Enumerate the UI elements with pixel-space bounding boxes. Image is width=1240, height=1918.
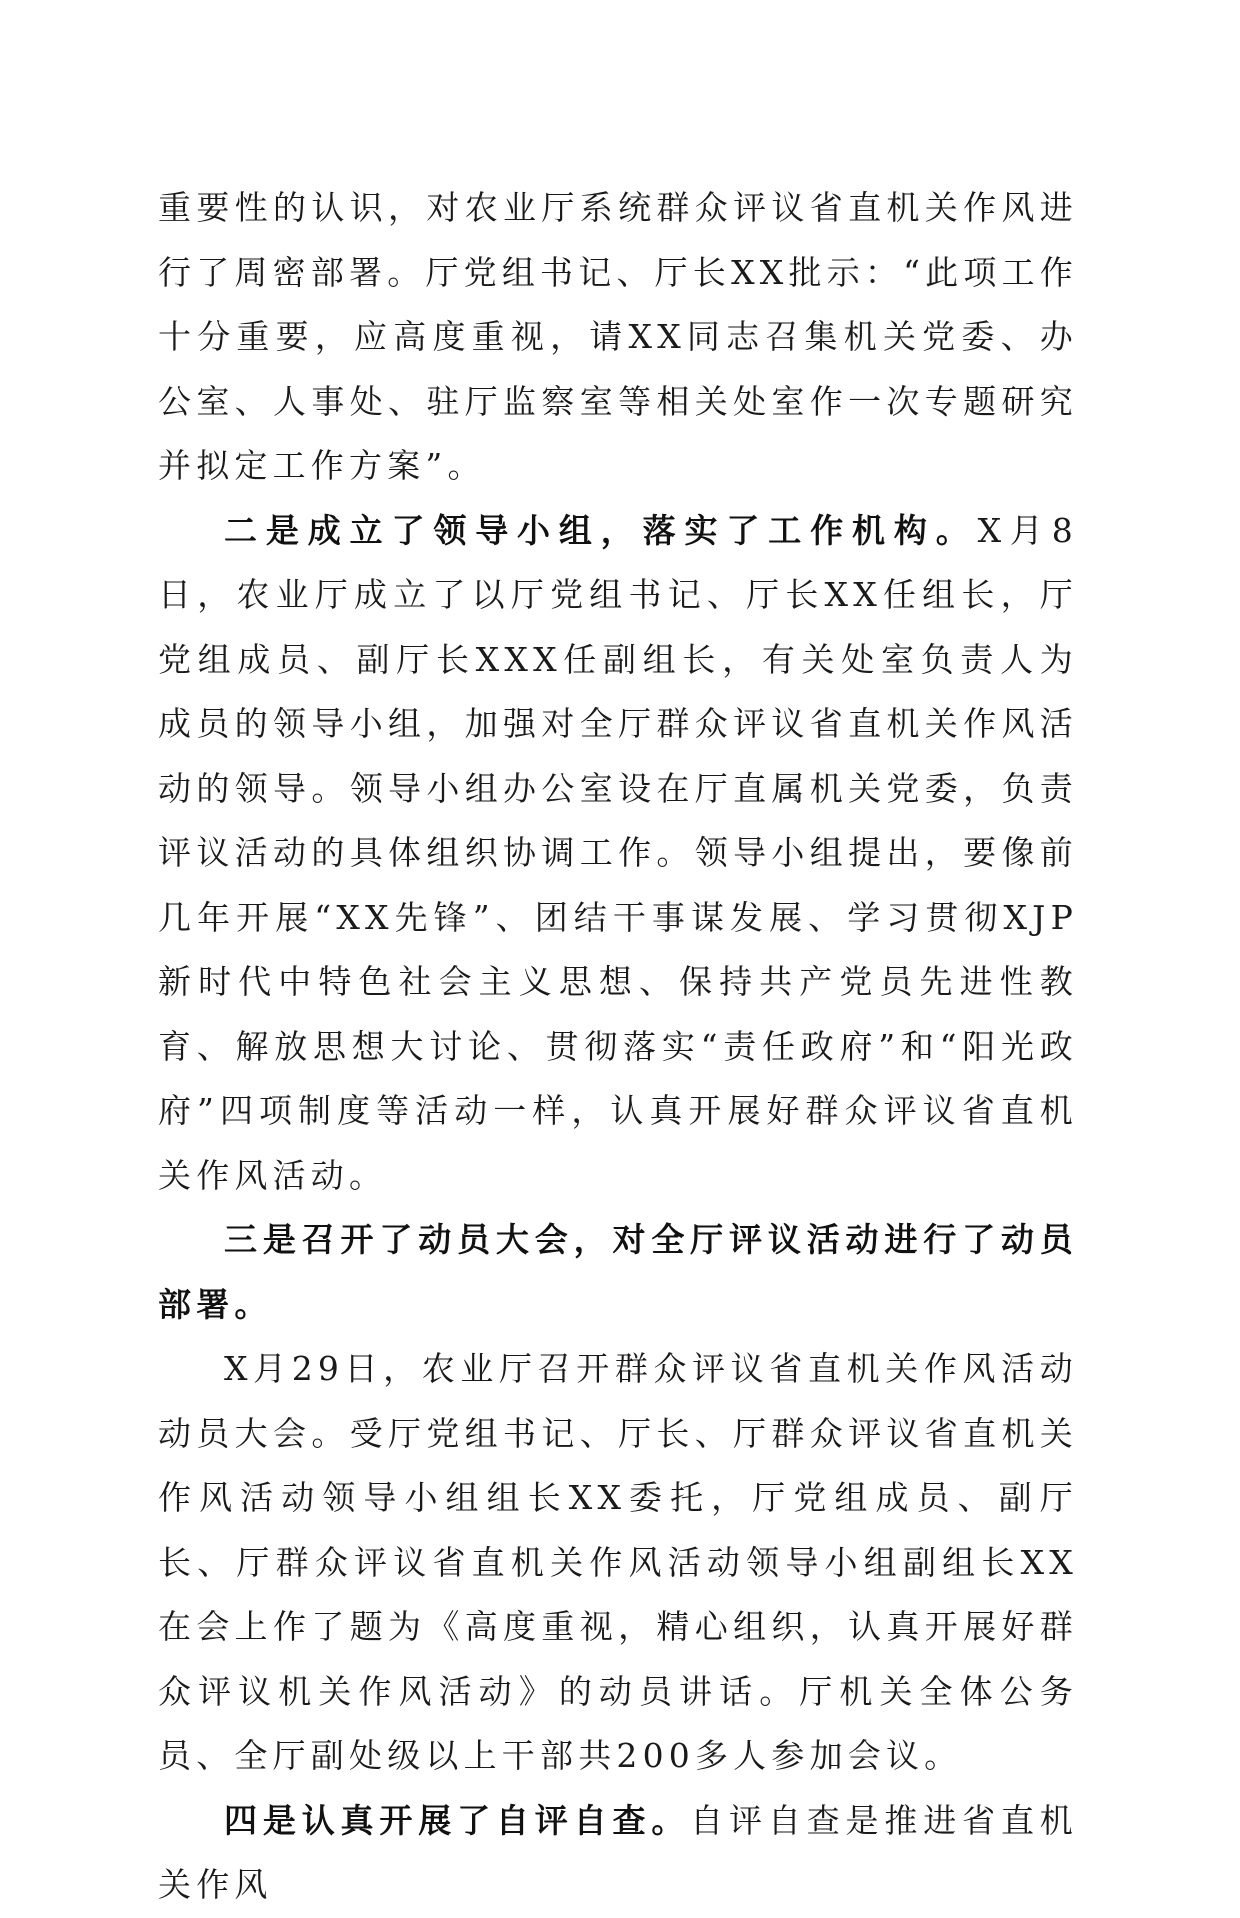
paragraph-lead-heading: 四是认真开展了自评自查。 xyxy=(224,1800,691,1840)
paragraph-text: X月29日，农业厅召开群众评议省直机关作风活动动员大会。受厅党组书记、厅长、厅群众评议省直机关作风活动领导小组组长XX委托，厅党组成员、副厅长、厅群众评议省直机关作风活动领导小组副组长XX在会上作了题为《高度重视，精心组织，认真开展好群众评议机关作风活动》的动员讲话。厅机关全体公务员、全厅副处级以上干部共200多人参加会议。 xyxy=(158,1349,1078,1775)
document-body xyxy=(158,176,1078,1918)
paragraph-deployment-continued xyxy=(158,176,1078,499)
paragraph-mobilization-meeting xyxy=(158,1337,1078,1789)
paragraph-text: 重要性的认识，对农业厅系统群众评议省直机关作风进行了周密部署。厅党组书记、厅长XX批示：“此项工作十分重要，应高度重视，请XX同志召集机关党委、办公室、人事处、驻厅监察室等相关处室作一次专题研究并拟定工作方案”。 xyxy=(158,188,1078,485)
paragraph-lead-heading: 二是成立了领导小组，落实了工作机构。 xyxy=(224,510,978,550)
paragraph-leading-group xyxy=(158,499,1078,1209)
paragraph-self-evaluation xyxy=(158,1789,1078,1918)
paragraph-lead-heading: 三是召开了动员大会，对全厅评议活动进行了动员部署。 xyxy=(158,1220,1078,1324)
paragraph-text: 自评自查是推进省直机关作风 xyxy=(158,1800,1078,1904)
paragraph-text: X月8日，农业厅成立了以厅党组书记、厅长XX任组长，厅党组成员、副厅长XXX任副组长，有关处室负责人为成员的领导小组，加强对全厅群众评议省直机关作风活动的领导。领导小组办公室设在厅直属机关党委，负责评议活动的具体组织协调工作。领导小组提出，要像前几年开展“XX先锋”、团结干事谋发展、学习贯彻XJP新时代中特色社会主义思想、保持共产党员先进性教育、解放思想大讨论、贯彻落实“责任政府”和“阳光政府”四项制度等活动一样，认真开展好群众评议省直机关作风活动。 xyxy=(158,510,1078,1195)
paragraph-mobilization-heading xyxy=(158,1208,1078,1337)
